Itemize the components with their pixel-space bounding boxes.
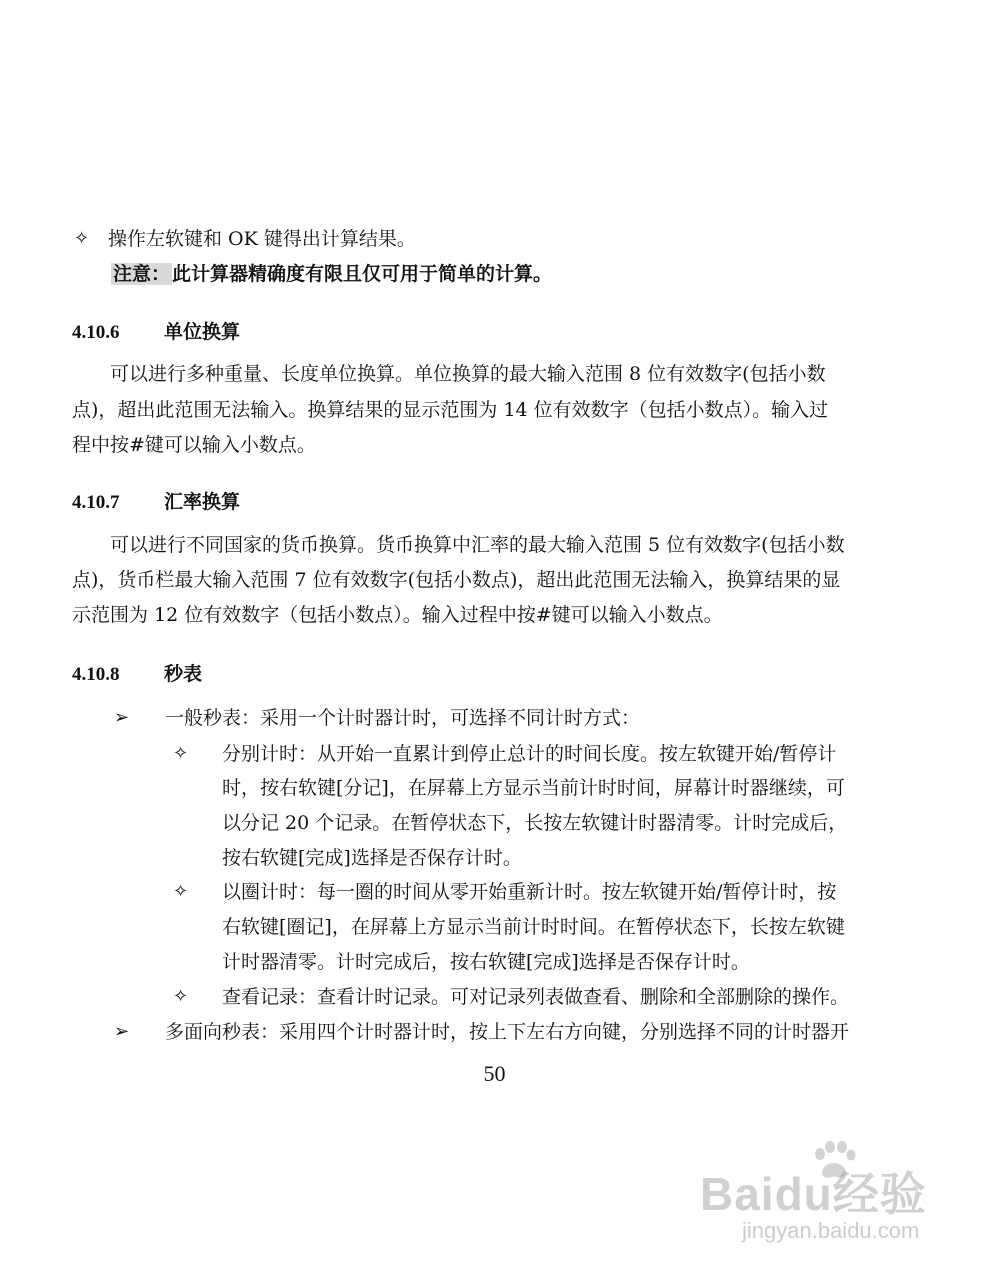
lap-line: 以圈计时：每一圈的时间从零开始重新计时。按左软键开始/暂停计时，按 [222,881,837,903]
paragraph-line: 示范围为 12 位有效数字（包括小数点）。输入过程中按#键可以输入小数点。 [72,604,723,626]
split-line: 以分记 20 个记录。在暂停状态下，长按左软键计时器清零。计时完成后， [222,812,848,834]
split-line: 时，按右软键[分记]，在屏幕上方显示当前计时时间，屏幕计时器继续，可 [222,777,845,799]
split-line: 分别计时：从开始一直累计到停止总计的时间长度。按左软键开始/暂停计 [222,743,837,765]
paragraph-line: 可以进行多种重量、长度单位换算。单位换算的最大输入范围 8 位有效数字(包括小数 [110,363,826,385]
diamond-bullet-icon: ✧ [173,743,189,764]
section-heading-4-10-8 [72,662,202,687]
watermark-url: jingyan.baidu.com [742,1218,920,1243]
note [111,262,552,286]
section-heading-4-10-7 [72,490,240,515]
section-number: 4.10.6 [72,322,120,343]
paragraph-line: 可以进行不同国家的货币换算。货币换算中汇率的最大输入范围 5 位有效数字(包括小数 [110,534,845,556]
lap-line: 计时器清零。计时完成后，按右软键[完成]选择是否保存计时。 [222,951,750,973]
note-text: 此计算器精确度有限且仅可用于简单的计算。 [172,263,553,285]
paragraph-line: 点)，货币栏最大输入范围 7 位有效数字(包括小数点)，超出此范围无法输入，换算结果的显 [72,569,841,591]
page-number: 50 [483,1061,506,1086]
note-label: 注意： [113,263,171,285]
split-line: 按右软键[完成]选择是否保存计时。 [222,847,522,869]
list-item-general: 一般秒表：采用一个计时器计时，可选择不同计时方式： [165,707,641,729]
paragraph-line: 程中按#键可以输入小数点。 [72,434,316,456]
paragraph-line: 点)，超出此范围无法输入。换算结果的显示范围为 14 位有效数字（包括小数点）。输入过 [72,399,829,421]
section-number: 4.10.8 [72,664,120,685]
view-records-line: 查看记录：查看计时记录。可对记录列表做查看、删除和全部删除的操作。 [222,986,850,1008]
section-heading-4-10-6 [72,320,240,345]
diamond-bullet-icon: ✧ [74,228,90,249]
intro-bullet-text: 操作左软键和 OK 键得出计算结果。 [108,228,416,250]
section-title: 汇率换算 [164,491,241,513]
arrow-bullet-icon: ➢ [114,707,130,728]
arrow-bullet-icon: ➢ [114,1021,130,1042]
diamond-bullet-icon: ✧ [173,881,189,902]
watermark-brand: Baidu经验 [700,1168,927,1220]
section-title: 秒表 [164,663,203,685]
lap-line: 右软键[圈记]，在屏幕上方显示当前计时时间。在暂停状态下，长按左软键 [222,916,845,938]
diamond-bullet-icon: ✧ [173,986,189,1007]
list-item-multi: 多面向秒表：采用四个计时器计时，按上下左右方向键，分别选择不同的计时器开 [165,1021,850,1043]
section-title: 单位换算 [164,321,241,343]
section-number: 4.10.7 [72,492,120,513]
